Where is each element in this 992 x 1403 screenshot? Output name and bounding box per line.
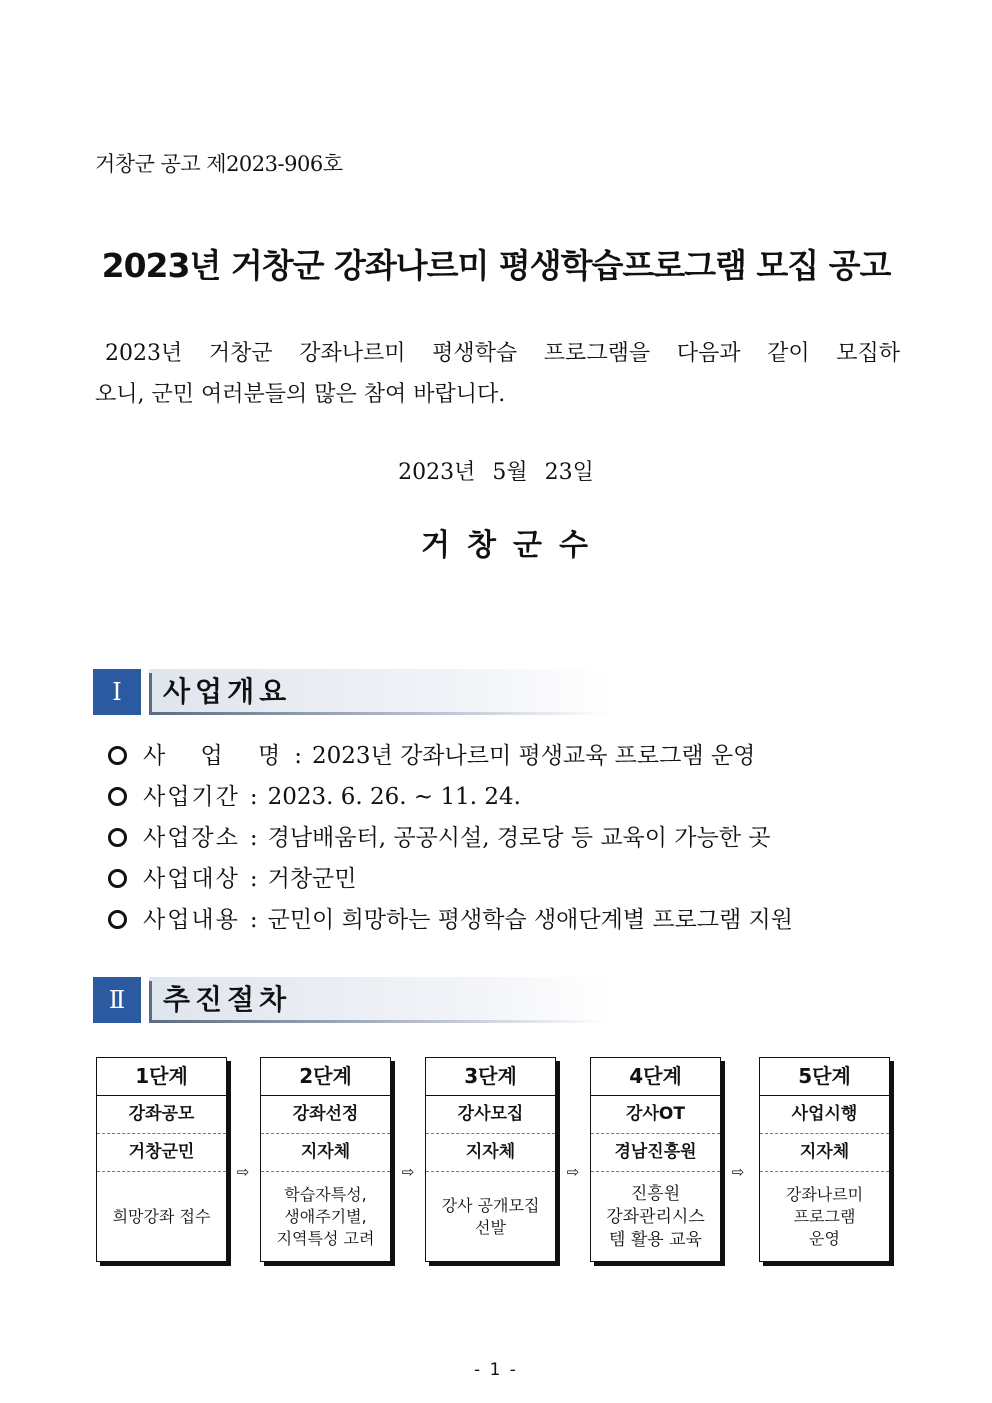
step-arrow-icon: ⇨ bbox=[236, 1163, 250, 1181]
notice-number: 거창군 공고 제2023-906호 bbox=[95, 152, 343, 176]
step-description bbox=[97, 1172, 226, 1262]
step-name: 사업시행 bbox=[760, 1096, 889, 1134]
circle-bullet-icon bbox=[108, 910, 127, 929]
section-2-number: Ⅱ bbox=[93, 977, 141, 1023]
procedure-step-2 bbox=[260, 1057, 391, 1262]
step-arrow-icon: ⇨ bbox=[566, 1163, 580, 1181]
step-description-line: 학습자특성, bbox=[284, 1185, 367, 1204]
intro-line-1: 2023년 거창군 강좌나르미 평생학습 프로그램을 다음과 같이 모집하 bbox=[105, 341, 900, 366]
step-description bbox=[591, 1172, 720, 1262]
step-description-line: 강좌나르미 bbox=[785, 1185, 864, 1204]
step-name: 강좌선정 bbox=[261, 1096, 390, 1134]
circle-bullet-icon bbox=[108, 746, 127, 765]
overview-item: 사업기간 : 2023. 6. 26. ~ 11. 24. bbox=[108, 777, 521, 817]
step-name: 강사OT bbox=[591, 1096, 720, 1134]
step-description-line: 강좌관리시스 bbox=[606, 1206, 705, 1227]
step-description-line: 운영 bbox=[809, 1229, 840, 1248]
step-agent: 경남진흥원 bbox=[591, 1134, 720, 1172]
document-title: 2023년 거창군 강좌나르미 평생학습프로그램 모집 공고 bbox=[101, 246, 891, 285]
overview-value: 군민이 희망하는 평생학습 생애단계별 프로그램 지원 bbox=[267, 907, 793, 933]
step-agent: 지자체 bbox=[261, 1134, 390, 1172]
procedure-step-3 bbox=[425, 1057, 556, 1262]
step-description-line: 선발 bbox=[475, 1218, 506, 1237]
step-name: 강좌공모 bbox=[97, 1096, 226, 1134]
step-description-line: 지역특성 고려 bbox=[276, 1229, 375, 1248]
step-description-line: 진흥원 bbox=[630, 1183, 681, 1204]
step-description bbox=[760, 1172, 889, 1262]
overview-value: 2023. 6. 26. ~ 11. 24. bbox=[267, 784, 521, 810]
section-2-title: 추진절차 bbox=[163, 983, 292, 1016]
procedure-step-1 bbox=[96, 1057, 227, 1262]
section-1-number: Ⅰ bbox=[93, 669, 141, 715]
step-description-line: 프로그램 bbox=[793, 1207, 856, 1226]
overview-label: 사업내용 bbox=[143, 907, 240, 933]
step-description-line: 생애주기별, bbox=[284, 1207, 367, 1226]
overview-label: 사업장소 bbox=[143, 825, 240, 851]
step-arrow-icon: ⇨ bbox=[731, 1163, 745, 1181]
step-arrow-icon: ⇨ bbox=[401, 1163, 415, 1181]
intro-paragraph bbox=[95, 333, 900, 415]
circle-bullet-icon bbox=[108, 787, 127, 806]
circle-bullet-icon bbox=[108, 869, 127, 888]
section-1-title: 사업개요 bbox=[163, 675, 292, 708]
step-name: 강사모집 bbox=[426, 1096, 555, 1134]
overview-item: 사업장소 : 경남배움터, 공공시설, 경로당 등 교육이 가능한 곳 bbox=[108, 818, 770, 858]
overview-value: 경남배움터, 공공시설, 경로당 등 교육이 가능한 곳 bbox=[267, 825, 771, 851]
step-description bbox=[426, 1172, 555, 1262]
step-description-line: 템 활용 교육 bbox=[609, 1229, 702, 1250]
step-title: 5단계 bbox=[760, 1058, 889, 1096]
step-title: 1단계 bbox=[97, 1058, 226, 1096]
overview-item: 사업내용 : 군민이 희망하는 평생학습 생애단계별 프로그램 지원 bbox=[108, 900, 793, 940]
page-number: - 1 - bbox=[474, 1360, 518, 1380]
overview-label: 사업기간 bbox=[143, 784, 240, 810]
circle-bullet-icon bbox=[108, 828, 127, 847]
step-agent: 지자체 bbox=[760, 1134, 889, 1172]
step-description bbox=[261, 1172, 390, 1262]
step-agent: 거창군민 bbox=[97, 1134, 226, 1172]
procedure-step-4 bbox=[590, 1057, 721, 1262]
overview-label: 사 업 명 bbox=[143, 743, 295, 769]
overview-item: 사업대상 : 거창군민 bbox=[108, 859, 357, 899]
procedure-step-5 bbox=[759, 1057, 890, 1262]
notice-date: 2023년 5월 23일 bbox=[398, 460, 594, 485]
section-1-header bbox=[93, 669, 613, 715]
intro-line-2: 오니, 군민 여러분들의 많은 참여 바랍니다. bbox=[95, 382, 506, 407]
step-title: 2단계 bbox=[261, 1058, 390, 1096]
step-description-line: 희망강좌 접수 bbox=[112, 1207, 211, 1226]
step-agent: 지자체 bbox=[426, 1134, 555, 1172]
overview-label: 사업대상 bbox=[143, 866, 240, 892]
signer: 거창군수 bbox=[421, 528, 605, 563]
overview-value: 2023년 강좌나르미 평생교육 프로그램 운영 bbox=[312, 743, 756, 769]
overview-value: 거창군민 bbox=[267, 866, 357, 892]
overview-item: 사 업 명: 2023년 강좌나르미 평생교육 프로그램 운영 bbox=[108, 736, 755, 776]
step-title: 4단계 bbox=[591, 1058, 720, 1096]
step-description-line: 강사 공개모집 bbox=[441, 1196, 540, 1215]
step-title: 3단계 bbox=[426, 1058, 555, 1096]
section-2-header bbox=[93, 977, 613, 1023]
